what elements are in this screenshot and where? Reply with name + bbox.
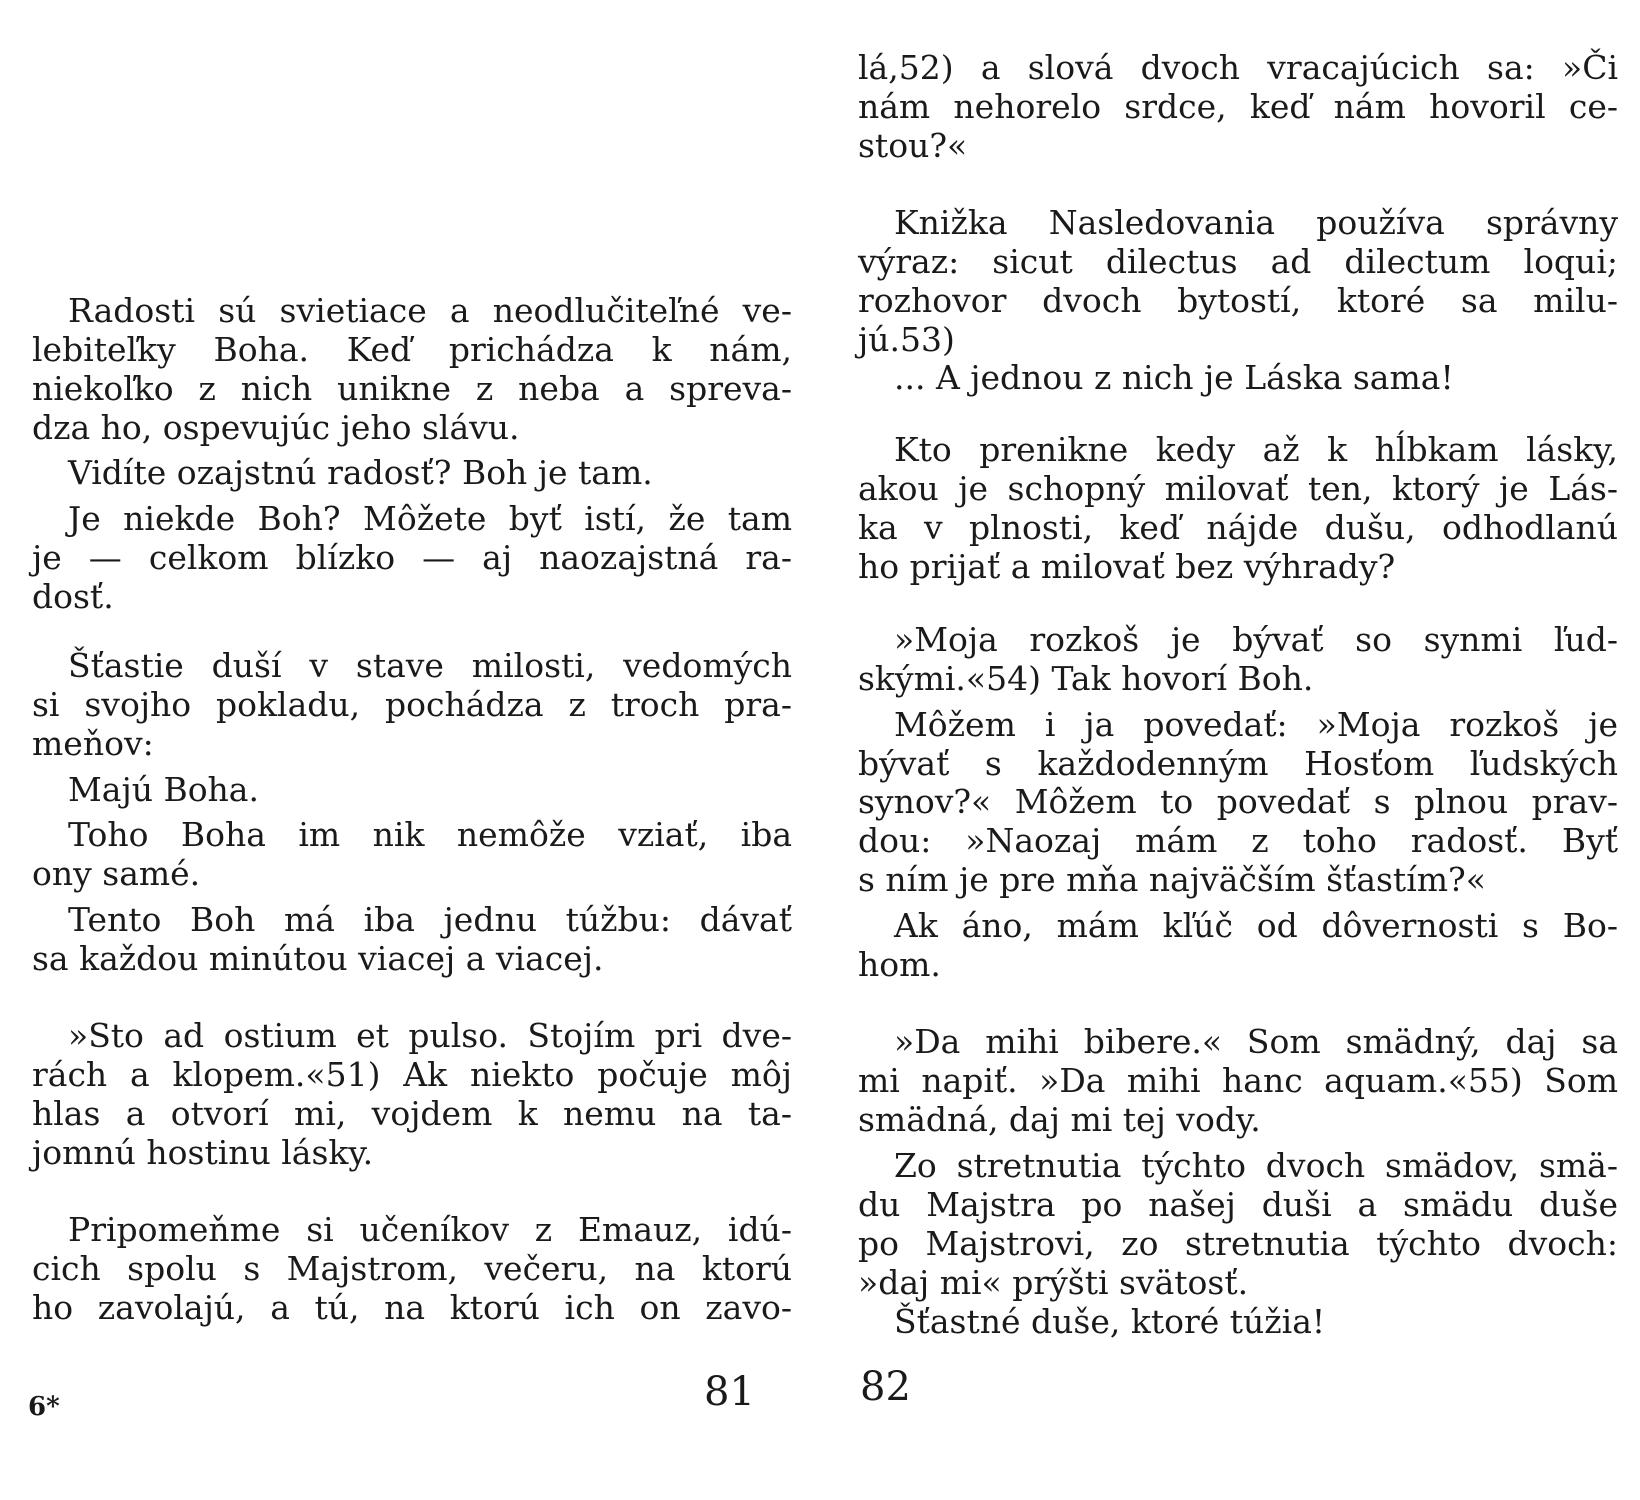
text-line: ka v plnosti, keď nájde dušu, odhodlanú (858, 508, 1618, 547)
page-number: 81 (704, 1369, 755, 1415)
text-line: stou?« (858, 126, 968, 165)
text-line: Môžem i ja povedať: »Moja rozkoš je (894, 705, 1618, 744)
text-line: »daj mi« prýšti svätosť. (858, 1263, 1249, 1302)
text-line: »Da mihi bibere.« Som smädný, daj sa (894, 1022, 1618, 1061)
text-line: Vidíte ozajstnú radosť? Boh je tam. (68, 453, 653, 492)
text-line: jomnú hostinu lásky. (32, 1133, 374, 1172)
text-line: Tento Boh má iba jednu túžbu: dávať (68, 900, 792, 939)
text-line: mi napiť. »Da mihi hanc aquam.«55) Som (858, 1061, 1618, 1100)
text-line: Šťastie duší v stave milosti, vedomých (68, 646, 792, 685)
text-line: Toho Boha im nik nemôže vziať, iba (68, 815, 792, 854)
text-line: Ak áno, mám kľúč od dôvernosti s Bo- (894, 906, 1618, 945)
text-line: je — celkom blízko — aj naozajstná ra- (32, 538, 792, 577)
text-line: si svojho pokladu, pochádza z troch pra- (32, 685, 792, 724)
text-line: »Sto ad ostium et pulso. Stojím pri dve- (68, 1016, 792, 1055)
text-line: lebiteľky Boha. Keď prichádza k nám, (32, 330, 792, 369)
text-line: dza ho, ospevujúc jeho slávu. (32, 408, 520, 447)
text-line: Radosti sú svietiace a neodlučiteľné ve- (68, 291, 792, 330)
text-line: hlas a otvorí mi, vojdem k nemu na ta- (32, 1094, 792, 1133)
text-line: sa každou minútou viacej a viacej. (32, 939, 604, 978)
text-line: po Majstrovi, zo stretnutia týchto dvoch: (858, 1224, 1618, 1263)
text-line: Majú Boha. (68, 770, 259, 809)
text-line: lá,52) a slová dvoch vracajúcich sa: »Či (858, 48, 1618, 87)
text-line: »Moja rozkoš je bývať so synmi ľud- (894, 620, 1618, 659)
text-line: du Majstra po našej duši a smädu duše (858, 1185, 1618, 1224)
text-line: niekoľko z nich unikne z neba a spreva- (32, 369, 792, 408)
text-line: akou je schopný milovať ten, ktorý je Lás- (858, 469, 1618, 508)
text-line: dosť. (32, 577, 114, 616)
text-line: Šťastné duše, ktoré túžia! (894, 1302, 1326, 1341)
text-line: s ním je pre mňa najväčším šťastím?« (858, 860, 1486, 899)
text-line: Knižka Nasledovania používa správny (894, 203, 1618, 242)
text-line: smädná, daj mi tej vody. (858, 1100, 1261, 1139)
text-line: Kto prenikne kedy až k hĺbkam lásky, (894, 430, 1618, 469)
text-line: skými.«54) Tak hovorí Boh. (858, 659, 1314, 698)
text-line: synov?« Môžem to povedať s plnou prav- (858, 782, 1618, 821)
page-number: 82 (860, 1364, 911, 1410)
signature-mark: 6* (28, 1392, 60, 1422)
text-line: ony samé. (32, 854, 201, 893)
text-line: bývať s každodenným Hosťom ľudských (858, 744, 1618, 783)
text-line: Pripomeňme si učeníkov z Emauz, idú- (68, 1210, 792, 1249)
text-line: ... A jednou z nich je Láska sama! (894, 358, 1454, 397)
text-line: meňov: (32, 724, 154, 763)
text-line: rozhovor dvoch bytostí, ktoré sa milu- (858, 281, 1618, 320)
text-line: cich spolu s Majstrom, večeru, na ktorú (32, 1249, 792, 1288)
text-line: ho prijať a milovať bez výhrady? (858, 547, 1396, 586)
text-line: ho zavolajú, a tú, na ktorú ich on zavo- (32, 1288, 792, 1327)
text-line: dou: »Naozaj mám z toho radosť. Byť (858, 821, 1618, 860)
text-line: nám nehorelo srdce, keď nám hovoril ce- (858, 87, 1618, 126)
text-line: výraz: sicut dilectus ad dilectum loqui; (858, 242, 1618, 281)
text-line: hom. (858, 945, 941, 984)
text-line: rách a klopem.«51) Ak niekto počuje môj (32, 1055, 792, 1094)
text-line: jú.53) (858, 320, 955, 359)
right-page (858, 0, 1618, 1500)
left-page (28, 0, 792, 1500)
text-line: Je niekde Boh? Môžete byť istí, že tam (68, 499, 792, 538)
text-line: Zo stretnutia týchto dvoch smädov, smä- (894, 1146, 1618, 1185)
